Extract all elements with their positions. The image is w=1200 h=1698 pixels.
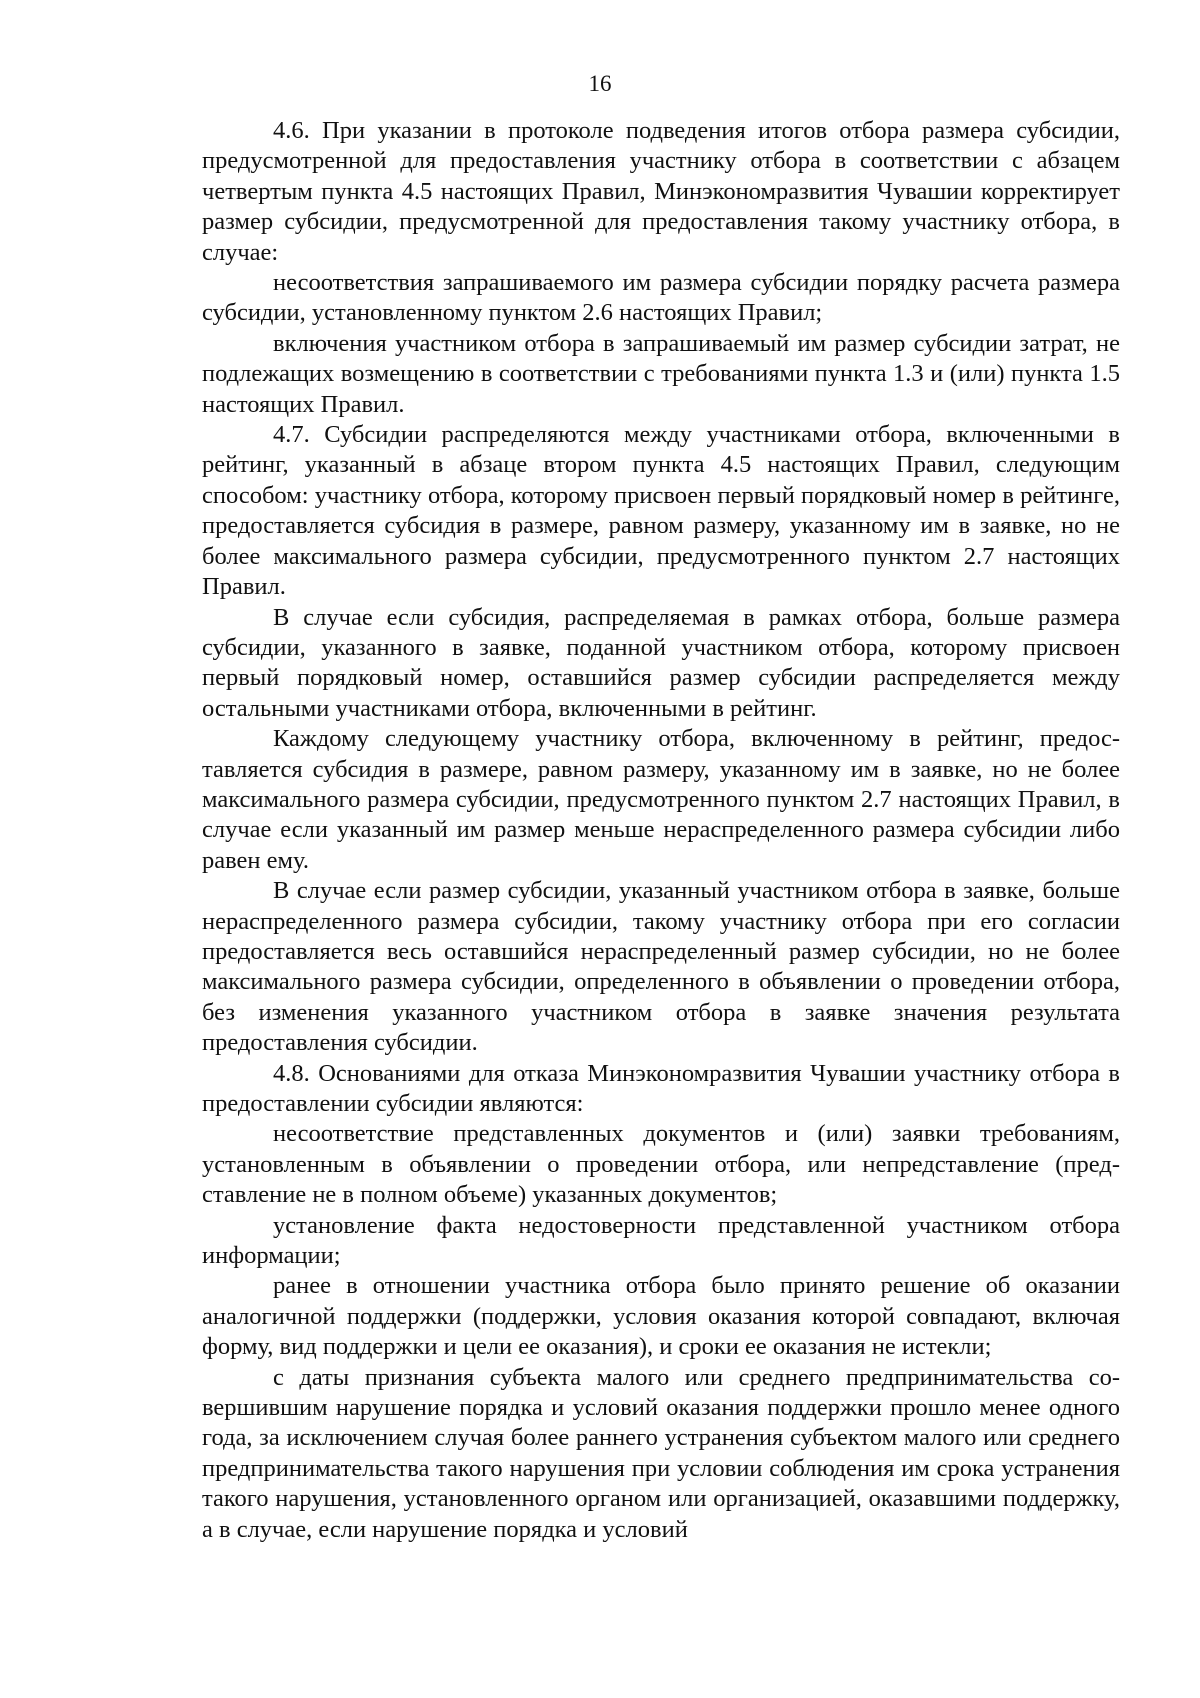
paragraph-remaining-distribution: В случае если субсидия, распределяемая в рамках отбора, больше размера субсидии, указанного в заявке, поданной участником отбора, которому присвоен первый порядковый номер, оставшийся размер субсидии распределяется между остальными участниками отбора, включенными в рейтинг. (202, 603, 1120, 722)
paragraph-inclusion-of-costs: включения участником отбора в запрашиваемый им размер субсидии затрат, не подлежащих возмещению в соответствии с требованиями пункта 1.3 и (или) пункта 1.5 настоящих Правил. (202, 329, 1120, 418)
paragraph-4-8: 4.8. Основаниями для отказа Минэкономразвития Чувашии участнику отбора в предоставлении субсидии являются: (202, 1059, 1120, 1117)
paragraph-nonconformity-calculation: несоответствия запрашиваемого им размера субсидии порядку расчета размера субсидии, установленному пунктом 2.6 настоящих Правил; (202, 269, 1120, 327)
paragraph-prior-support: ранее в отношении участника отбора было принято решение об оказании аналогичной поддержки (поддержки, условия оказания которой совпадают, включая форму, вид поддержки и цели ее оказания), и сроки ее оказания не истекли; (202, 1272, 1120, 1361)
paragraph-document-nonconformity: несоответствие представленных документов и (или) заявки требованиям, установленным в объявлении о проведении отбора, или непредставление (представление не в полном объеме) указанных документов; (202, 1120, 1120, 1209)
page-number: 16 (588, 71, 612, 96)
document-body (202, 116, 1120, 1545)
paragraph-4-7: 4.7. Субсидии распределяются между участниками отбора, включенными в рейтинг, указанный в абзаце втором пункта 4.5 настоящих Правил, следующим способом: участнику отбора, которому присвоен первый порядковый номер в рейтинге, предоставляется субсидия в размере, равном размеру, указанному им в заявке, но не более максимального размера субсидии, предусмотренного пунктом 2.7 настоящих Правил. (202, 421, 1120, 601)
paragraph-exceeding-amount: В случае если размер субсидии, указанный участником отбора в заявке, больше нераспределенного размера субсидии, такому участнику отбора при его согласии предоставляется весь оставшийся нераспределенный размер субсидии, но не более максимального размера субсидии, определенного в объявлении о проведении отбора, без изменения указанного участником отбора в заявке значения результата предоставления субсидии. (202, 877, 1120, 1057)
paragraph-4-6: 4.6. При указании в протоколе подведения итогов отбора размера субсидии, предусмотренной для предоставления участнику отбора в соответствии с абзацем четвертым пункта 4.5 настоящих Правил, Минэкономразвития Чувашии корректирует размер субсидии, предусмотренной для предоставления такому участнику отбора, в случае: (202, 117, 1120, 266)
paragraph-next-participant: Каждому следующему участнику отбора, включенному в рейтинг, предоставляется субсидия в размере, равном размеру, указанному им в заявке, но не более максимального размера субсидии, предусмотренного пунктом 2.7 настоящих Правил, в случае если указанный им размер меньше нераспределенного размера субсидии либо равен ему. (202, 725, 1120, 874)
paragraph-false-information: установление факта недостоверности представленной участником отбора информации; (202, 1211, 1120, 1270)
paragraph-violation-period: с даты признания субъекта малого или среднего предпринимательства совершившим нарушение порядка и условий оказания поддержки прошло менее одного года, за исключением случая более раннего устранения субъектом малого или среднего предпринимательства такого нарушения при условии соблюдения им срока устранения такого нарушения, установленного органом или организацией, оказавшими поддержку, а в случае, если нарушение порядка и условий (202, 1363, 1120, 1543)
